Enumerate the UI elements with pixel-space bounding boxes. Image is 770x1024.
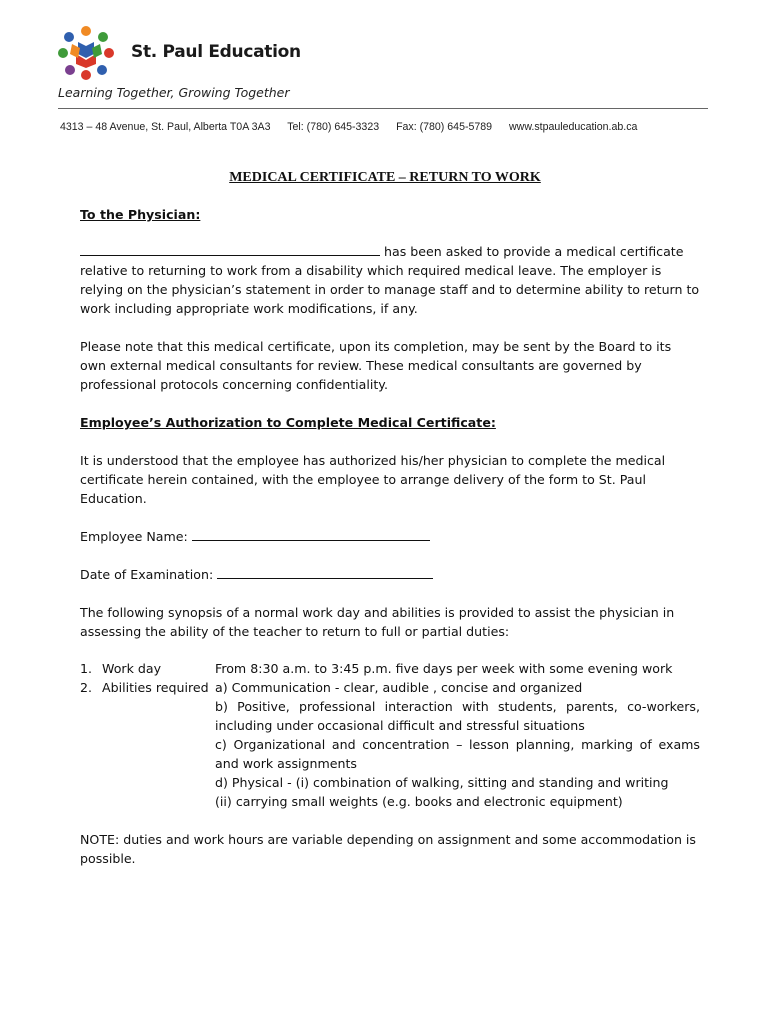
header-divider (58, 108, 708, 109)
authorization-heading: Employee’s Authorization to Complete Medical Certificate: (80, 415, 496, 430)
st-paul-education-logo (58, 24, 114, 80)
employee-name-label: Employee Name: (80, 529, 188, 544)
patient-name-blank[interactable] (80, 243, 380, 256)
ability-d: d) Physical - (i) combination of walking, sitting and standing and writing (215, 775, 669, 790)
intro-rest: relative to returning to work from a disability which required medical leave. The employer is relying on the physician’s statement in order to manage staff and to determine ability to return to work including appropriate work modifications, if any. (80, 263, 700, 316)
list-item: 2. Abilities required a) Communication - clear, audible , concise and organized b) Positive, professional interaction with students, parents, co-workers, including under occasional difficult and stressful situations c) Organizational and concentration – lesson planning, marking of exams and work assignments d) Physical - (i) combination of walking, sitting and standing and writing (ii) carrying small weights (e.g. books and electronic equipment) (80, 680, 700, 809)
fax: Fax: (780) 645-5789 (396, 121, 493, 133)
phone: Tel: (780) 645-3323 (287, 121, 380, 133)
employee-name-row (80, 527, 700, 546)
duties-list (80, 659, 700, 811)
website-link[interactable]: www.stpauleducation.ab.ca (509, 121, 638, 133)
ability-c: c) Organizational and concentration – lesson planning, marking of exams and work assignments (215, 737, 700, 771)
list-item: 1. Work day From 8:30 a.m. to 3:45 p.m. five days per week with some evening work (80, 661, 673, 676)
intro-paragraph (80, 242, 700, 318)
intro-line1: has been asked to provide a medical certificate (380, 244, 684, 259)
final-note: NOTE: duties and work hours are variable depending on assignment and some accommodation is possible. (80, 832, 696, 866)
date-exam-label: Date of Examination: (80, 567, 214, 582)
contact-line (60, 121, 651, 133)
org-name: St. Paul Education (131, 42, 301, 62)
to-physician-heading: To the Physician: (80, 207, 201, 222)
ability-b: b) Positive, professional interaction with students, parents, co-workers, including under occasional difficult and stressful situations (215, 699, 700, 733)
ability-e: (ii) carrying small weights (e.g. books and electronic equipment) (215, 794, 623, 809)
ability-a: a) Communication - clear, audible , concise and organized (215, 680, 583, 695)
note-paragraph: Please note that this medical certificate, upon its completion, may be sent by the Board to its own external medical consultants for review. These medical consultants are governed by professional protocols concerning confidentiality. (80, 339, 672, 392)
document-title: MEDICAL CERTIFICATE – RETURN TO WORK (229, 170, 541, 185)
tagline: Learning Together, Growing Together (58, 85, 290, 100)
date-exam-row (80, 565, 700, 584)
address: 4313 – 48 Avenue, St. Paul, Alberta T0A 3A3 (60, 121, 271, 133)
synopsis-paragraph: The following synopsis of a normal work day and abilities is provided to assist the physician in assessing the ability of the teacher to return to full or partial duties: (80, 605, 675, 639)
employee-name-field[interactable] (192, 528, 430, 541)
authorization-paragraph: It is understood that the employee has authorized his/her physician to complete the medical certificate herein contained, with the employee to arrange delivery of the form to St. Paul Education. (80, 453, 666, 506)
date-exam-field[interactable] (217, 566, 433, 579)
